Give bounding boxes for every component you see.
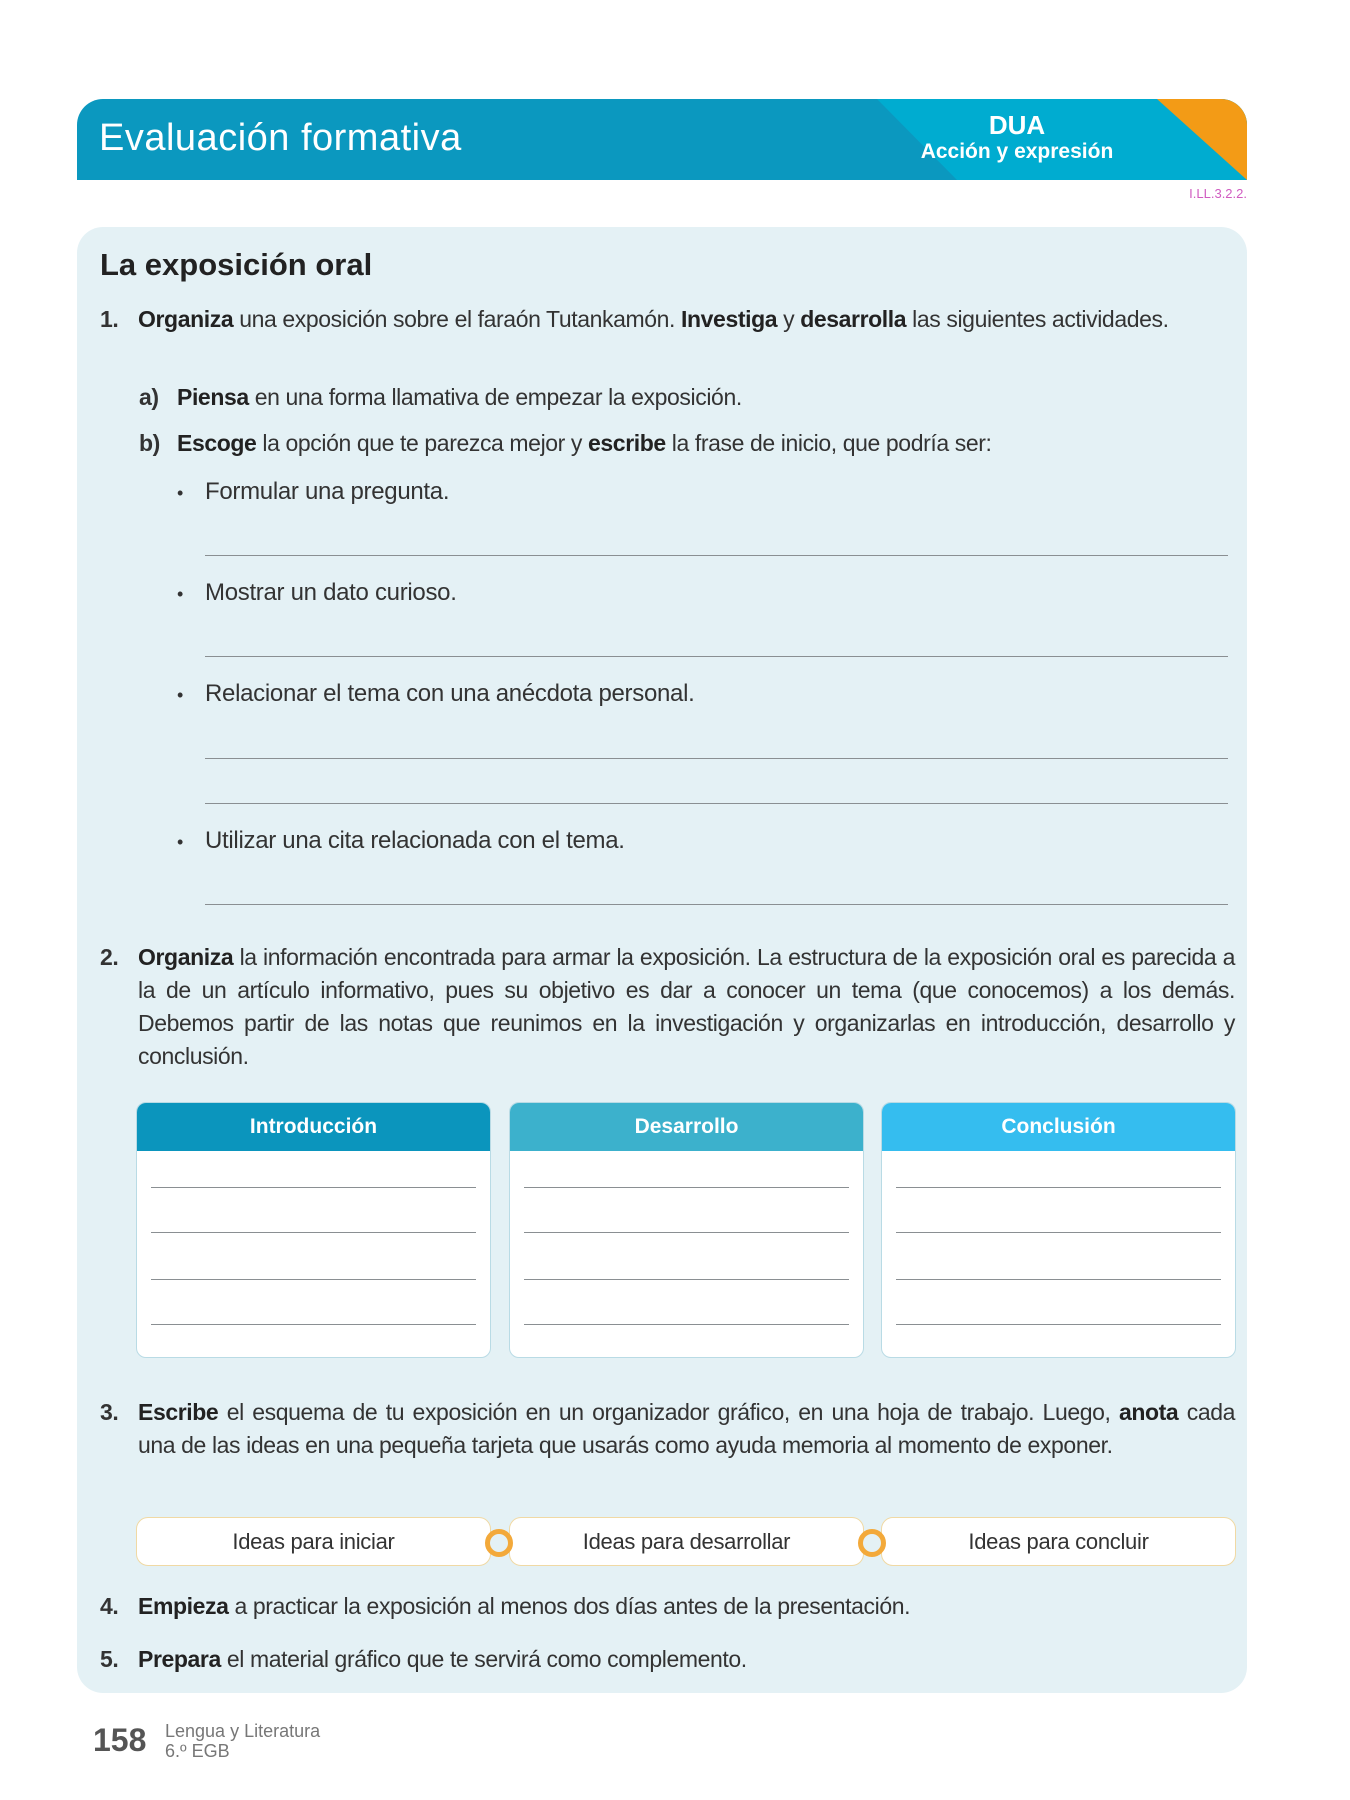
- bullet-text: Utilizar una cita relacionada con el tema.: [205, 827, 625, 854]
- verb: Empieza: [138, 1593, 229, 1619]
- item-3: [100, 1396, 1235, 1462]
- verb: Piensa: [177, 384, 249, 410]
- pill-ideas-concluir: Ideas para concluir: [881, 1517, 1236, 1566]
- text: el esquema de tu exposición en un organizador gráfico, en una hoja de trabajo. Luego,: [218, 1399, 1119, 1425]
- answer-line[interactable]: [896, 1324, 1221, 1325]
- dua-subtitle: Acción y expresión: [920, 140, 1114, 163]
- answer-line[interactable]: [151, 1232, 476, 1233]
- verb: Organiza: [138, 306, 234, 332]
- verb: anota: [1118, 1399, 1179, 1425]
- column-header: Conclusión: [882, 1103, 1235, 1151]
- table-column-introduccion: [136, 1102, 491, 1358]
- text: a practicar la exposición al menos dos días antes de la presentación.: [228, 1593, 911, 1619]
- section-header: [77, 99, 1247, 180]
- activity-panel: [77, 227, 1247, 1693]
- bullet-text: Relacionar el tema con una anécdota personal.: [205, 680, 695, 707]
- table-column-desarrollo: [509, 1102, 864, 1358]
- connector-ring-icon: [485, 1529, 513, 1557]
- text: el material gráfico que te servirá como complemento.: [220, 1646, 747, 1672]
- bullet-item: [177, 475, 449, 510]
- answer-line[interactable]: [524, 1324, 849, 1325]
- item-1: [100, 303, 1235, 336]
- grade: 6.º EGB: [165, 1741, 230, 1761]
- pill-ideas-iniciar: Ideas para iniciar: [136, 1517, 491, 1566]
- answer-line[interactable]: [151, 1279, 476, 1280]
- answer-line[interactable]: [896, 1187, 1221, 1188]
- answer-line[interactable]: [151, 1324, 476, 1325]
- bullet-item: [177, 576, 457, 611]
- text: la información encontrada para armar la exposición. La estructura de la exposición oral es parecida a la de un artículo informativo, pues su objetivo es dar a conocer un tema (que conocemos) a los demás. Debemos partir de las notas que reunimos en la investigación y organizarlas en introducción, desarrollo y conclusión.: [138, 944, 1235, 1069]
- verb: Escribe: [138, 1399, 219, 1425]
- bullet-text: Mostrar un dato curioso.: [205, 579, 457, 606]
- header-title: Evaluación formativa: [99, 117, 462, 159]
- bullet-icon: •: [177, 483, 184, 503]
- text: la opción que te parezca mejor y: [256, 430, 589, 456]
- answer-line[interactable]: [205, 904, 1228, 905]
- item-4: [100, 1590, 1235, 1623]
- dua-label: [907, 111, 1127, 165]
- sub-item-b: [139, 427, 991, 460]
- answer-line[interactable]: [205, 758, 1228, 759]
- column-header: Desarrollo: [510, 1103, 863, 1151]
- item-number: 2.: [100, 944, 119, 970]
- verb: desarrolla: [800, 306, 907, 332]
- text: cada una de las ideas en una pequeña tarjeta que usarás como ayuda memoria al momento de exponer.: [138, 1399, 1235, 1458]
- page-number: 158: [93, 1722, 147, 1758]
- answer-line[interactable]: [524, 1187, 849, 1188]
- answer-line[interactable]: [896, 1279, 1221, 1280]
- item-number: 1.: [100, 306, 119, 332]
- answer-line[interactable]: [896, 1232, 1221, 1233]
- bullet-icon: •: [177, 832, 184, 852]
- verb: Investiga: [681, 306, 778, 332]
- verb: Organiza: [138, 944, 234, 970]
- connector-ring-icon: [858, 1529, 886, 1557]
- verb: escribe: [588, 430, 666, 456]
- text: una exposición sobre el faraón Tutankamón.: [233, 306, 682, 332]
- text: las siguientes actividades.: [906, 306, 1169, 332]
- skill-code: I.LL.3.2.2.: [1189, 186, 1247, 201]
- bullet-text: Formular una pregunta.: [205, 478, 450, 505]
- table-column-conclusion: [881, 1102, 1236, 1358]
- item-number: 4.: [100, 1593, 119, 1619]
- text: en una forma llamativa de empezar la exposición.: [248, 384, 742, 410]
- item-number: 5.: [100, 1646, 119, 1672]
- text: la frase de inicio, que podría ser:: [665, 430, 992, 456]
- answer-line[interactable]: [524, 1279, 849, 1280]
- bullet-icon: •: [177, 584, 184, 604]
- bullet-icon: •: [177, 685, 184, 705]
- section-title: La exposición oral: [100, 247, 373, 282]
- column-header: Introducción: [137, 1103, 490, 1151]
- sub-letter: b): [139, 430, 160, 456]
- answer-line[interactable]: [524, 1232, 849, 1233]
- pill-ideas-desarrollar: Ideas para desarrollar: [509, 1517, 864, 1566]
- bullet-item: [177, 824, 625, 859]
- dua-title: DUA: [988, 110, 1046, 140]
- answer-line[interactable]: [205, 803, 1228, 804]
- answer-line[interactable]: [205, 656, 1228, 657]
- text: y: [777, 306, 801, 332]
- sub-letter: a): [139, 384, 159, 410]
- bullet-item: [177, 677, 695, 712]
- item-number: 3.: [100, 1399, 119, 1425]
- answer-line[interactable]: [205, 555, 1228, 556]
- verb: Escoge: [177, 430, 257, 456]
- item-5: [100, 1643, 1235, 1676]
- sub-item-a: [139, 381, 742, 414]
- subject: Lengua y Literatura: [165, 1721, 321, 1741]
- item-2: [100, 941, 1235, 1073]
- verb: Prepara: [138, 1646, 221, 1672]
- answer-line[interactable]: [151, 1187, 476, 1188]
